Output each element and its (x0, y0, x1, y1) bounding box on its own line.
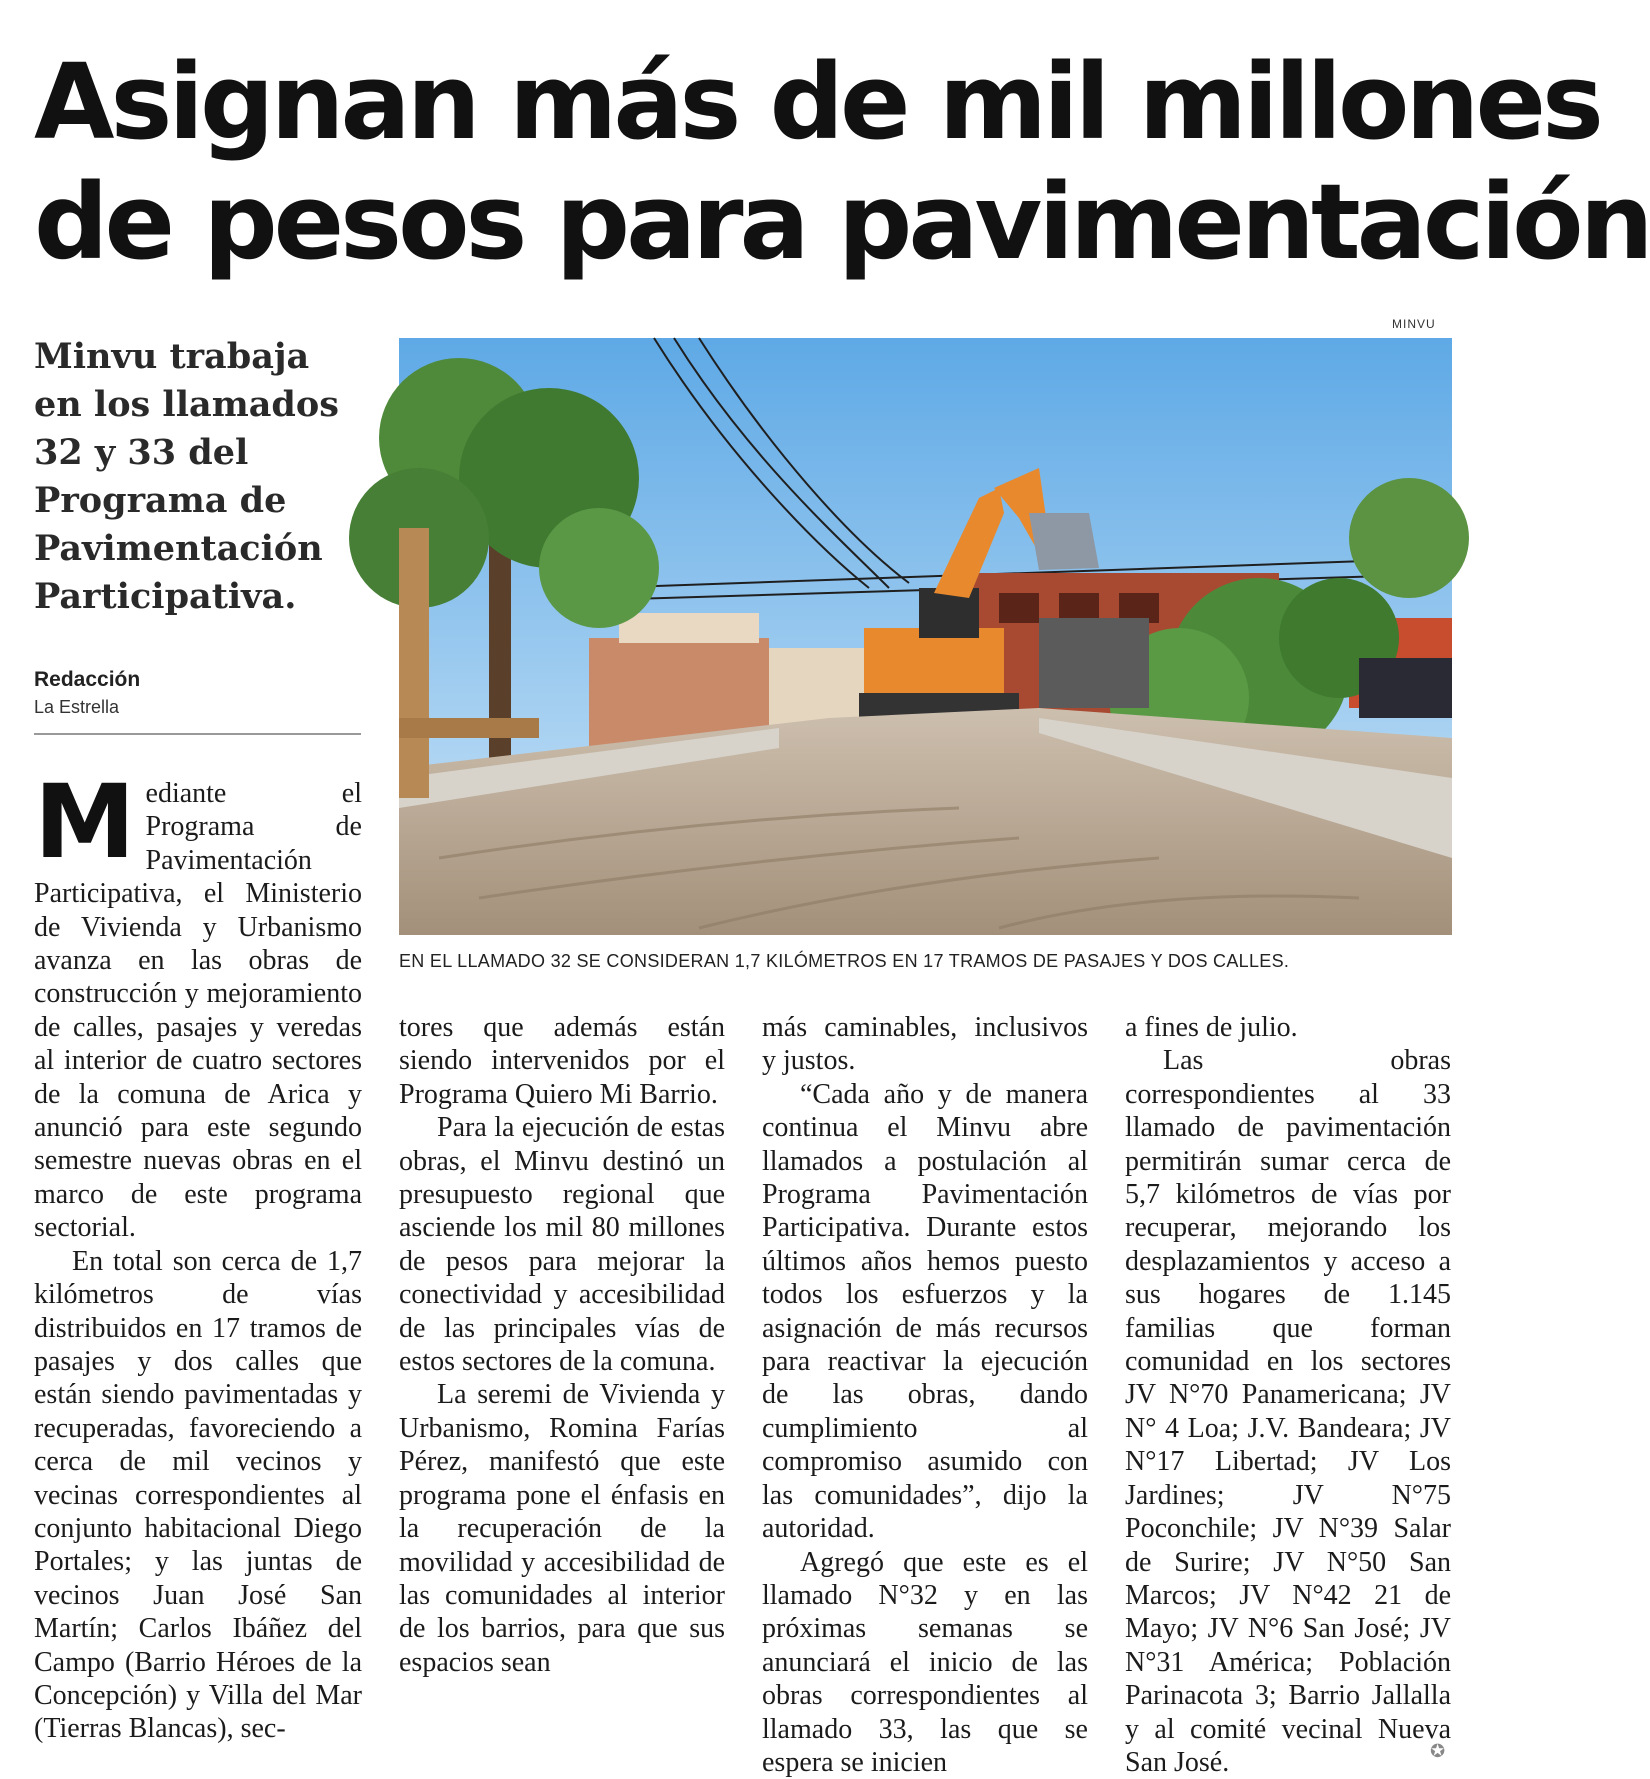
subtitle-line: Programa de (34, 477, 364, 525)
body-column-2 (399, 1011, 725, 1679)
paragraph: En total son cerca de 1,7 kilómetros de vías distribuidos en 17 tramos de pasajes y dos calles que están siendo pavimentadas y recuperadas, favoreciendo a cerca de mil vecinos y vecinas correspondientes al conjunto habitacional Diego Portales; y las juntas de vecinos Juan José San Martín; Carlos Ibáñez del Campo (Barrio Héroes de la Concepción) y Villa del Mar (Tierras Blancas), sec- (34, 1245, 362, 1746)
body-column-3 (762, 1011, 1088, 1779)
subtitle-line: 32 y 33 del (34, 429, 364, 477)
paragraph: ediante el Programa de Pavimentación Participativa, el Ministerio de Vivienda y Urbanismo avanza en las obras de construcción y mejoramiento de calles, pasajes y veredas al interior de cuatro sectores de la comuna de Arica y anunció para este segundo semestre nuevas obras en el marco de este programa sectorial. (34, 778, 362, 1243)
headline (34, 42, 1454, 282)
construction-scene-illustration (399, 338, 1452, 935)
subtitle-line: Participativa. (34, 573, 364, 621)
paragraph: Agregó que este es el llamado N°32 y en las próximas semanas se anunciará el inicio de las obras correspondientes al llamado 33, las que se espera se inicien (762, 1546, 1088, 1779)
byline-author: Redacción (34, 668, 140, 692)
body-column-1 (34, 777, 362, 1746)
dropcap: M (34, 783, 136, 863)
paragraph: a fines de julio. (1125, 1011, 1451, 1044)
photo-caption: EN EL LLAMADO 32 SE CONSIDERAN 1,7 KILÓMETROS EN 17 TRAMOS DE PASAJES Y DOS CALLES. (399, 951, 1459, 972)
paragraph: Las obras correspondientes al 33 llamado de pavimentación permitirán sumar cerca de 5,7 kilómetros de vías por recuperar, mejorando los desplazamientos y acceso a sus hogares de 1.145 familias que forman comunidad en los sectores JV N°70 Panamericana; JV N° 4 Loa; J.V. Bandeara; JV N°17 Libertad; JV Los Jardines; JV N°75 Poconchile; JV N°39 Salar de Surire; JV N°50 San Marcos; JV N°42 21 de Mayo; JV N°6 San José; JV N°31 América; Población Parinacota 3; Barrio Jallalla y al comité vecinal Nueva San José. (1125, 1044, 1451, 1779)
subtitle (34, 333, 364, 621)
byline-divider (34, 733, 361, 735)
subtitle-line: Minvu trabaja (34, 333, 364, 381)
photo-credit: MINVU (1392, 317, 1436, 331)
subtitle-line: Pavimentación (34, 525, 364, 573)
byline-publication: La Estrella (34, 697, 119, 718)
star-icon: ✪ (1430, 1741, 1445, 1762)
paragraph: Para la ejecución de estas obras, el Minvu destinó un presupuesto regional que asciende los mil 80 millones de pesos para mejorar la conectividad y accesibilidad de las principales vías de estos sectores de la comuna. (399, 1111, 725, 1378)
headline-line-2: de pesos para pavimentación (34, 162, 1454, 282)
body-column-4 (1125, 1011, 1451, 1779)
subtitle-line: en los llamados (34, 381, 364, 429)
paragraph: tores que además están siendo intervenidos por el Programa Quiero Mi Barrio. (399, 1011, 725, 1111)
paragraph: La seremi de Vivienda y Urbanismo, Romina Farías Pérez, manifestó que este programa pone el énfasis en la recuperación de la movilidad y accesibilidad de las comunidades al interior de los barrios, para que sus espacios sean (399, 1378, 725, 1679)
article-photo (399, 338, 1452, 935)
headline-line-1: Asignan más de mil millones (34, 42, 1454, 162)
paragraph: más caminables, inclusivos y justos. (762, 1011, 1088, 1078)
paragraph: “Cada año y de manera continua el Minvu abre llamados a postulación al Programa Pavimentación Participativa. Durante estos últimos años hemos puesto todos los esfuerzos y la asignación de más recursos para reactivar la ejecución de las obras, dando cumplimiento al compromiso asumido con las comunidades”, dijo la autoridad. (762, 1078, 1088, 1546)
